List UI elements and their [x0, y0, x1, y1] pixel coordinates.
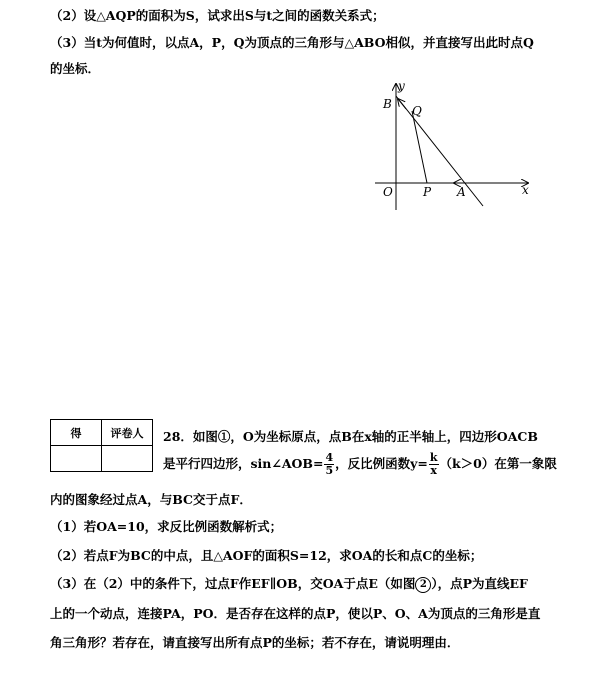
score-cell-grader [102, 446, 153, 472]
question-part-2: （2）设△AQP的面积为S，试求出S与t之间的函数关系式； [50, 8, 385, 23]
q28-line2-a: 是平行四边形，sin∠AOB= [163, 456, 324, 471]
q28-line3: 内的图象经过点A，与BC交于点F． [50, 492, 252, 507]
q28-line2 [163, 452, 557, 477]
label-x: x [522, 183, 529, 197]
label-p: P [423, 185, 432, 199]
score-cell-score [51, 446, 102, 472]
q28-part3-line2: 上的一个动点，连接PA，PO．是否存在这样的点P，使以P、O、A为顶点的三角形是直 [50, 606, 541, 621]
label-o: O [383, 185, 393, 199]
label-q: Q [412, 104, 422, 118]
score-table [50, 419, 153, 472]
q28-line1: 28．如图①，O为坐标原点，点B在x轴的正半轴上，四边形OACB [163, 429, 538, 444]
label-a: A [457, 185, 466, 199]
question-part-3-line1: （3）当t为何值时，以点A，P，Q为顶点的三角形与△ABO相似，并直接写出此时点Q [50, 35, 534, 50]
label-y: y [398, 79, 405, 93]
line-ba [396, 96, 483, 206]
q28-line2-b: ，反比例函数y= [335, 456, 428, 471]
q28-part2: （2）若点F为BC的中点，且△AOF的面积S=12，求OA的长和点C的坐标； [50, 548, 483, 563]
arrow-toward-b [398, 99, 406, 109]
fraction-k-over-x: $\frac{k}{x}$ [429, 451, 438, 477]
coordinate-figure [370, 78, 540, 213]
line-pq [412, 111, 427, 183]
fraction-four-fifths: $\frac{4}{5}$ [325, 451, 334, 477]
q28-part1: （1）若OA=10，求反比例函数解析式； [50, 519, 283, 534]
q28-part3-line1: （3）在（2）中的条件下，过点F作EF∥OB，交OA于点E（如图 2 ），点P为直线EF [50, 576, 528, 591]
score-header-score: 得 [51, 420, 102, 446]
q28-part3-line3: 角三角形？若存在，请直接写出所有点P的坐标；若不存在，请说明理由． [50, 635, 460, 650]
circled-number-2: 2 [415, 577, 431, 593]
score-header-grader: 评卷人 [102, 420, 153, 446]
q28-line2-c: （k＞0）在第一象限 [439, 456, 557, 471]
question-part-3-line2: 的坐标． [50, 61, 101, 76]
label-b: B [383, 97, 392, 111]
